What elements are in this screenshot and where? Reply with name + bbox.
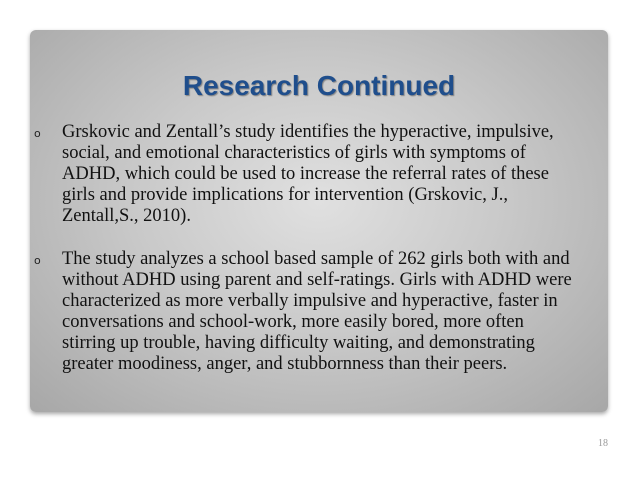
slide-title: Research Continued <box>182 70 456 101</box>
bullet-text: Grskovic and Zentall’s study identifies the hyperactive, impulsive, social, and emotional characteristics of girls with symptoms of ADHD, which could be used to increase the referral rates of these girls and provide implications for intervention (Grskovic, J., Zentall,S., 2010). <box>62 122 554 226</box>
page-number: 18 <box>598 438 608 449</box>
bullet-item-2 <box>30 249 608 375</box>
bullet-list <box>30 122 608 375</box>
bullet-marker-icon: o <box>34 127 41 140</box>
bullet-item-1 <box>30 122 608 227</box>
content-panel <box>30 30 608 412</box>
bullet-text: The study analyzes a school based sample of 262 girls both with and without ADHD using parent and self-ratings. Girls with ADHD were characterized as more verbally impulsive and hyperactive, faster in conversations and school-work, more easily bored, more often stirring up trouble, having difficulty waiting, and demonstrating greater moodiness, anger, and stubbornness than their peers. <box>62 249 572 374</box>
bullet-marker-icon: o <box>34 254 41 267</box>
